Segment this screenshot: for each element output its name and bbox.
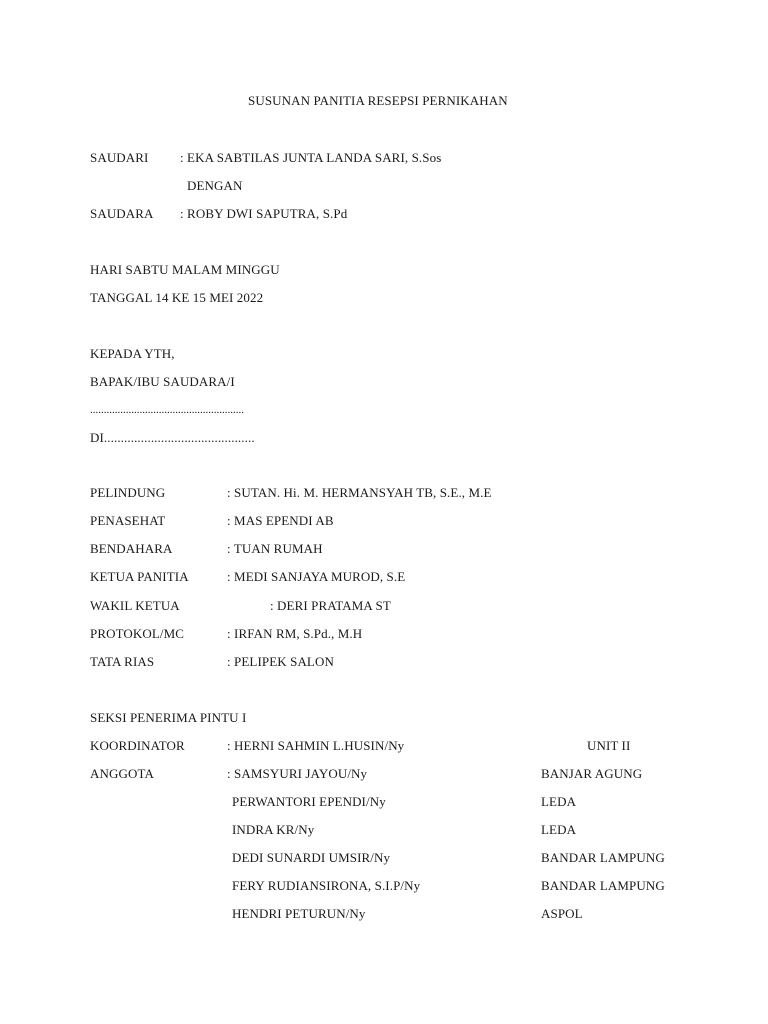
committee-role: TATA RIAS bbox=[90, 654, 155, 669]
event-day: HARI SABTU MALAM MINGGU bbox=[90, 262, 280, 277]
address-recipient: BAPAK/IBU SAUDARA/I bbox=[90, 374, 235, 389]
address-di-line: DI............................................. bbox=[90, 430, 255, 445]
member-name: INDRA KR/Ny bbox=[232, 822, 315, 837]
committee-role: PELINDUNG bbox=[90, 485, 166, 500]
member-place: LEDA bbox=[541, 822, 577, 837]
members-label: ANGGOTA bbox=[90, 766, 154, 781]
member-place: LEDA bbox=[541, 794, 577, 809]
coordinator-unit: UNIT II bbox=[587, 738, 631, 753]
member-place: BANJAR AGUNG bbox=[541, 766, 643, 781]
bride-name: : EKA SABTILAS JUNTA LANDA SARI, S.Sos bbox=[180, 150, 442, 165]
member-name: HENDRI PETURUN/Ny bbox=[232, 906, 366, 921]
committee-name: : TUAN RUMAH bbox=[227, 541, 323, 556]
committee-name: : IRFAN RM, S.Pd., M.H bbox=[227, 626, 363, 641]
connector-text: DENGAN bbox=[187, 178, 243, 193]
event-date: TANGGAL 14 KE 15 MEI 2022 bbox=[90, 290, 264, 305]
coordinator-label: KOORDINATOR bbox=[90, 738, 185, 753]
committee-name: : PELIPEK SALON bbox=[227, 654, 334, 669]
groom-name: : ROBY DWI SAPUTRA, S.Pd bbox=[180, 206, 348, 221]
committee-name: : DERI PRATAMA ST bbox=[270, 598, 391, 613]
member-name: DEDI SUNARDI UMSIR/Ny bbox=[232, 850, 391, 865]
member-name: FERY RUDIANSIRONA, S.I.P/Ny bbox=[232, 878, 421, 893]
member-place: BANDAR LAMPUNG bbox=[541, 878, 665, 893]
address-to: KEPADA YTH, bbox=[90, 346, 175, 361]
committee-role: PROTOKOL/MC bbox=[90, 626, 185, 641]
committee-name: : SUTAN. Hi. M. HERMANSYAH TB, S.E., M.E bbox=[227, 485, 492, 500]
groom-label: SAUDARA bbox=[90, 206, 154, 221]
member-place: ASPOL bbox=[541, 906, 583, 921]
member-name: : SAMSYURI JAYOU/Ny bbox=[227, 766, 368, 781]
committee-name: : MAS EPENDI AB bbox=[227, 513, 334, 528]
section-heading: SEKSI PENERIMA PINTU I bbox=[90, 710, 247, 725]
bride-label: SAUDARI bbox=[90, 150, 149, 165]
committee-role: KETUA PANITIA bbox=[90, 569, 189, 584]
committee-role: WAKIL KETUA bbox=[90, 598, 180, 613]
member-place: BANDAR LAMPUNG bbox=[541, 850, 665, 865]
document-title: SUSUNAN PANITIA RESEPSI PERNIKAHAN bbox=[248, 93, 508, 108]
committee-role: BENDAHARA bbox=[90, 541, 173, 556]
member-name: PERWANTORI EPENDI/Ny bbox=[232, 794, 386, 809]
committee-role: PENASEHAT bbox=[90, 513, 166, 528]
coordinator-name: : HERNI SAHMIN L.HUSIN/Ny bbox=[227, 738, 405, 753]
address-dots-line: ........................................................ bbox=[90, 404, 244, 416]
committee-name: : MEDI SANJAYA MUROD, S.E bbox=[227, 569, 406, 584]
